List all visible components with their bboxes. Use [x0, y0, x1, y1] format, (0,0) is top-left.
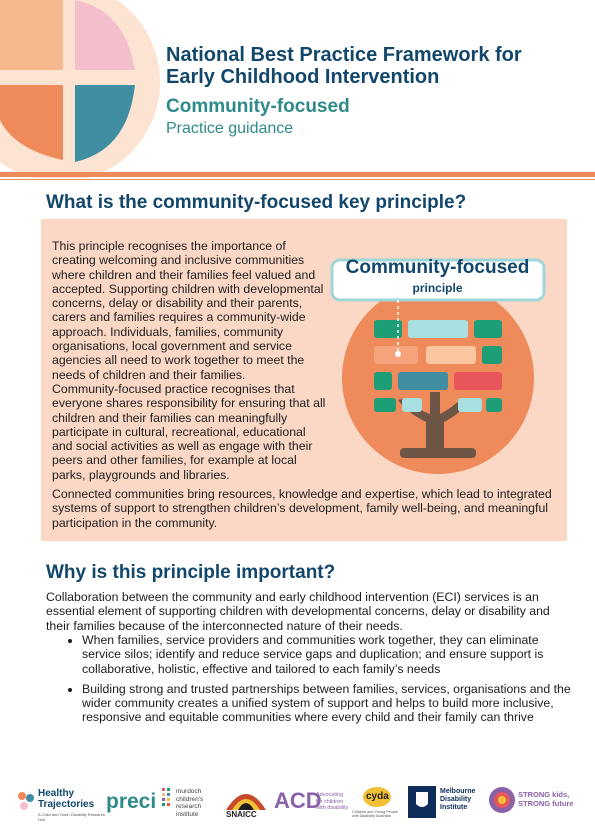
healthy-trajectories-icon [16, 790, 36, 812]
guidance-label: Practice guidance [166, 120, 294, 137]
importance-list [66, 633, 572, 731]
header-divider [0, 172, 595, 177]
framework-logo [0, 0, 160, 178]
strong-kids-icon [488, 786, 516, 814]
section1-paragraph-1: This principle recognises the importance of creating welcoming and inclusive communities where children and their families feel valued and accepted. Supporting children with developmental concerns, delay or disability and their parents, carers and families requires a community-wide approach. Individuals, families, community organisations, local government and service agencies all need to work together to meet the needs of children and their families. [52, 239, 324, 382]
university-crest-icon [408, 786, 436, 818]
murdoch-text: murdoch children's research institute [176, 788, 204, 818]
illustration-title: Community-focused [345, 257, 530, 278]
snaicc-logo [222, 784, 270, 822]
section1-paragraph-2: Community-focused practice recognises that everyone shares responsibility for ensuring that all children and their families can meaningfully participate in cultural, recreational, educational and social activities as well as engage with their peers and other families, for example at local parks, playgrounds and libraries. [52, 382, 326, 482]
acd-tagline: Advocating for children with disability [316, 792, 349, 811]
healthy-trajectories-sub: A Child and Youth Disability Research Hub [38, 812, 105, 822]
illustration-subtitle: principle [412, 281, 463, 295]
snaicc-icon [222, 784, 270, 812]
section1-paragraph-3: Connected communities bring resources, knowledge and expertise, which lead to integrated systems of support to strengthen children’s development, family well-being, and meaningful participation in the community. [52, 487, 552, 530]
melbourne-text: Melbourne Disability Institute [440, 788, 476, 811]
healthy-trajectories-text: Healthy Trajectories [38, 788, 95, 810]
cyda-sub: Children and Young People with Disability Australia [352, 810, 399, 818]
strong-kids-text: STRONG kids, [518, 790, 570, 799]
preci-logo: preci [106, 790, 157, 813]
cyda-text: cyda [366, 791, 389, 802]
section1-heading: What is the community-focused key principle? [46, 192, 467, 213]
list-item: • When families, service providers and communities work together, they can eliminate service silos; identify and reduce service gaps and duplication; and ensure support is collaborative, holistic, effective and tailored to each family’s needs [82, 633, 572, 676]
acd-text: ACD [274, 788, 322, 813]
snaicc-text: SNAICC [226, 810, 257, 819]
strong-future-text: STRONG future [518, 799, 574, 808]
section2-intro: Collaboration between the community and early childhood intervention (ECI) services is an essential element of supporting children with developmental concerns, delay or disability and their families because of the interconnected nature of their needs. [46, 590, 550, 633]
section2-heading: Why is this principle important? [46, 562, 336, 583]
list-item: • Building strong and trusted partnerships between families, services, organisations and the wider community creates a unified system of support and helps to build more inclusive, responsive and equitable communities where every child and their family can thrive [82, 682, 572, 725]
header-divider-thin [0, 179, 595, 180]
murdoch-icon [162, 788, 176, 814]
principle-title: Community-focused [166, 96, 350, 117]
partner-logos [0, 780, 595, 825]
document-title: National Best Practice Framework for Early Childhood Intervention [166, 44, 522, 88]
